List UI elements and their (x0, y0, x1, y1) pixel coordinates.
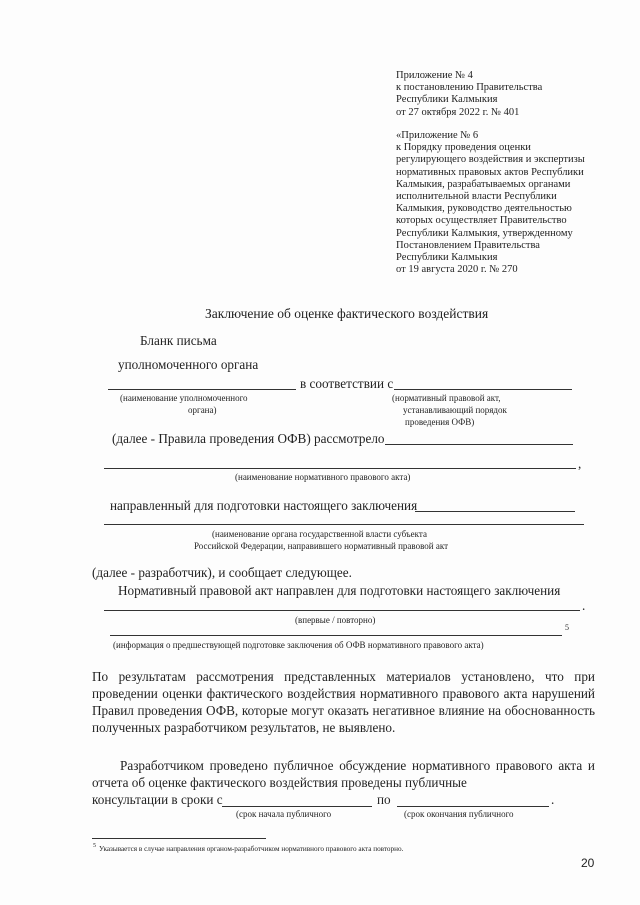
page-number: 20 (581, 856, 595, 870)
appendix-line: от 27 октября 2022 г. № 401 (396, 106, 520, 118)
hint-start: (срок начала публичного (236, 809, 332, 819)
annex-line: к Порядку проведения оценки (396, 142, 531, 154)
hint-act-2: устанавливающий порядок (403, 405, 507, 415)
annex-line: регулирующего воздействия и экспертизы (396, 154, 585, 166)
results-line-1: По результатам рассмотрения представленных материалов установлено, что при (92, 669, 595, 684)
annex-line: «Приложение № 6 (396, 130, 479, 141)
footnote-text: Указывается в случае направления органом-разработчиком нормативного правового акта повторно. (99, 845, 404, 853)
hint-act-1: (нормативный правовой акт, (392, 393, 501, 403)
dot-mark: . (582, 598, 586, 613)
appendix-line: Республики Калмыкия (396, 94, 498, 106)
sent-for-label: направленный для подготовки настоящего заключения (110, 498, 418, 513)
annex-line: Калмыкия, руководство деятельностью (396, 203, 572, 215)
annex-line: Республики Калмыкия (396, 252, 498, 264)
hint-authority-1: (наименование уполномоченного (120, 393, 248, 403)
sending-body-full-field[interactable] (104, 524, 584, 525)
annex-line: которых осуществляет Правительство (396, 215, 567, 227)
document-title: Заключение об оценке фактического воздействия (205, 306, 489, 321)
annex-block (396, 130, 585, 276)
hint-first: (впервые / повторно) (295, 615, 376, 625)
annex-line: исполнительной власти Республики (396, 191, 557, 203)
annex-line: Постановлением Правительства (396, 239, 540, 251)
comma-mark: , (578, 456, 582, 471)
discussion-line-2: отчета об оценке фактического воздействия проведены публичные (92, 775, 467, 790)
results-line-4: полученных разработчиком результатов, не выявлено. (92, 720, 396, 735)
results-line-3: Правил проведения ОФВ, которые могут оказать негативное влияние на обоснованность (92, 703, 595, 718)
letterhead-line-2: уполномоченного органа (118, 357, 259, 372)
in-accordance-label: в соответствии с (300, 376, 394, 391)
developer-reports-text: (далее - разработчик), и сообщает следующее. (92, 565, 352, 580)
hint-end: (срок окончания публичного (404, 809, 514, 819)
consultation-start-field[interactable] (222, 806, 372, 807)
discussion-line-1: Разработчиком проведено публичное обсуждение нормативного правового акта и (120, 758, 595, 773)
discussion-end-dot: . (551, 792, 555, 807)
hint-act-name: (наименование нормативного правового акта) (235, 472, 411, 482)
annex-line: Республики Калмыкия, утвержденному (396, 227, 573, 239)
appendix-line: к постановлению Правительства (396, 82, 543, 94)
appendix-block (396, 70, 542, 119)
appendix-line: Приложение № 4 (396, 70, 473, 81)
reviewed-act-field[interactable] (385, 444, 573, 445)
first-or-repeat-field[interactable] (104, 610, 580, 611)
results-line-2: проведении оценки фактического воздействия нормативного правового акта нарушений (92, 686, 595, 701)
previous-info-field[interactable] (110, 635, 562, 636)
consultation-to-label: по (377, 792, 391, 807)
hint-body-2: Российской Федерации, направившего нормативный правовой акт (194, 541, 449, 551)
footnote-mark: 5 (93, 843, 96, 849)
footnote-separator (92, 838, 266, 839)
procedure-act-field[interactable] (394, 389, 572, 390)
hint-prev-info: (информация о предшествующей подготовке заключения об ОФВ нормативного правового акта) (113, 640, 484, 650)
consultation-end-field[interactable] (397, 806, 549, 807)
footnote-ref: 5 (565, 623, 569, 632)
hint-authority-2: органа) (188, 405, 217, 415)
rules-reviewed-label: (далее - Правила проведения ОФВ) рассмотрело (112, 431, 385, 446)
discussion-line-3-prefix: консультации в сроки с (92, 792, 223, 807)
sending-body-field[interactable] (415, 511, 575, 512)
annex-line: от 19 августа 2020 г. № 270 (396, 264, 518, 276)
annex-line: Калмыкия, разрабатываемых органами (396, 178, 571, 190)
hint-body-1: (наименование органа государственной власти субъекта (212, 529, 427, 539)
authority-name-field[interactable] (108, 389, 296, 390)
act-sent-text: Нормативный правовой акт направлен для подготовки настоящего заключения (118, 583, 561, 598)
letterhead-line-1: Бланк письма (140, 333, 217, 348)
hint-act-3: проведения ОФВ) (405, 417, 475, 427)
act-name-field[interactable] (104, 468, 576, 469)
annex-line: нормативных правовых актов Республики (396, 166, 584, 178)
